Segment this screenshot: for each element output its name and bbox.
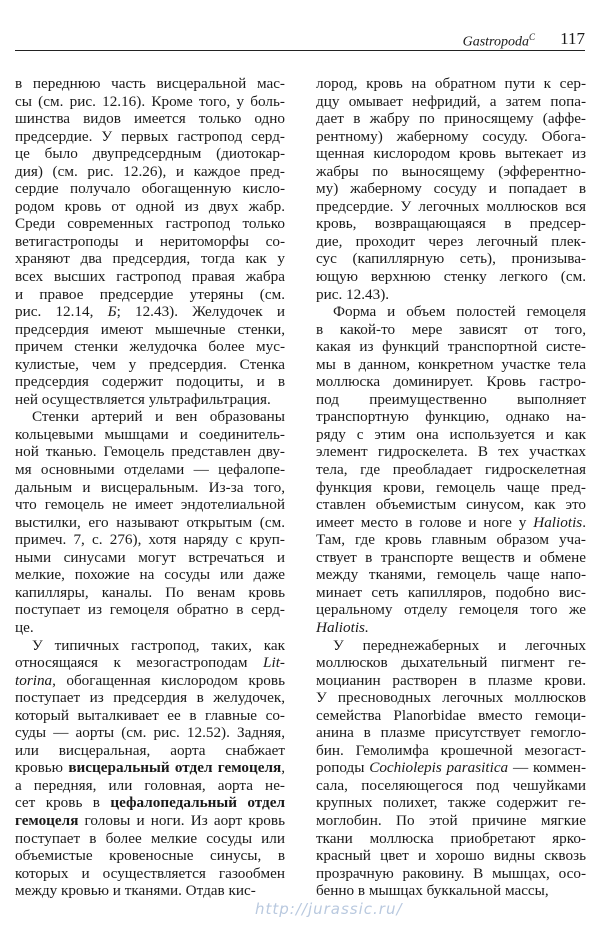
text-line <box>316 286 586 304</box>
text-line <box>316 479 586 497</box>
text-line <box>316 812 586 830</box>
text-segment: щенная кислородом кровь вытекает из <box>316 145 586 163</box>
text-segment: Форма и объем полостей гемоцеля <box>333 303 586 321</box>
text-line <box>15 163 285 181</box>
text-segment: которых и осуществляется газообмен <box>15 864 285 882</box>
text-segment: дает в жабру по приносящему (аффе- <box>316 110 586 128</box>
text-segment: что гемоцель не имеет эндотелиальной <box>15 496 285 514</box>
text-line <box>316 601 586 619</box>
text-line <box>316 672 586 690</box>
text-segment: ветигастроподы и неритоморфы со- <box>15 232 285 250</box>
paragraph <box>316 303 586 636</box>
text-segment: це. <box>15 618 34 636</box>
text-line <box>15 882 285 900</box>
italic-text: Cochiolepis parasitica <box>369 759 509 777</box>
text-segment: прозрачную раковину. В мышцах, осо- <box>316 864 586 882</box>
text-line <box>316 637 586 655</box>
text-line <box>15 759 285 777</box>
text-segment: моллюсков дыхательный пигмент ге- <box>316 654 586 672</box>
text-segment: шинства видов имеется только одно <box>15 110 285 128</box>
text-line <box>15 514 285 532</box>
text-line <box>15 93 285 111</box>
text-line <box>316 794 586 812</box>
text-segment: кровью <box>15 759 69 777</box>
text-line <box>316 145 586 163</box>
text-line <box>316 654 586 672</box>
running-title-superscript: C <box>528 32 535 42</box>
text-segment: поступает из гемоцеля обратно в серд- <box>15 601 285 619</box>
text-line <box>316 496 586 514</box>
text-segment: капилляры, каналы. По венам кровь <box>15 583 285 601</box>
watermark: http://jurassic.ru/ <box>255 900 403 918</box>
text-segment: транспортную функцию, однако на- <box>316 408 586 426</box>
text-line <box>316 689 586 707</box>
text-line <box>15 619 285 637</box>
text-line <box>316 584 586 602</box>
text-line <box>15 198 285 216</box>
text-segment: тела, где преобладает гидроскелетная <box>316 461 586 479</box>
text-segment: ствует в транспорте веществ и обмене <box>316 548 586 566</box>
italic-text: Б <box>107 303 117 321</box>
text-segment: предсердия имеют мышечные стенки, <box>15 320 285 338</box>
text-line <box>15 110 285 128</box>
bold-text: висцеральный отдел гемоцеля <box>68 759 282 777</box>
text-line <box>316 847 586 865</box>
text-segment: роподы <box>316 759 370 777</box>
text-segment: му) жаберному сосуду и попадает в <box>316 180 586 198</box>
text-segment: сет кровь в <box>15 794 111 812</box>
text-line <box>15 865 285 883</box>
text-segment: ней осуществляется ультрафильтрация. <box>15 390 271 408</box>
text-line <box>15 689 285 707</box>
text-line <box>15 549 285 567</box>
text-segment: сы (см. рис. 12.16). Кроме того, у боль- <box>15 92 285 110</box>
text-line <box>316 742 586 760</box>
text-line <box>15 812 285 830</box>
running-title-text: Gastropoda <box>462 34 529 50</box>
text-line <box>316 303 586 321</box>
text-segment: головы и ноги. Из аорт кровь <box>78 811 285 829</box>
text-line <box>15 707 285 725</box>
text-line <box>15 601 285 619</box>
text-segment: ной тканью. Гемоцель представлен дву- <box>15 443 285 461</box>
text-segment: а передняя, или головная, аорта не- <box>15 776 285 794</box>
text-line <box>316 759 586 777</box>
right-column <box>316 75 586 900</box>
text-segment: дцу омывает нефридий, а затем попа- <box>316 92 586 110</box>
text-segment: предсердие. У первых гастропод серд- <box>15 127 285 145</box>
text-segment: храняют два предсердия, тогда как у <box>15 250 285 268</box>
text-segment: ными синусами могут встречаться и <box>15 548 285 566</box>
text-segment: кольцевыми мышцами и соединитель- <box>15 425 285 443</box>
text-segment: семейства Planorbidae вместо гемоци- <box>316 706 586 724</box>
text-line <box>316 93 586 111</box>
text-line <box>316 233 586 251</box>
text-line <box>15 145 285 163</box>
text-segment: моцианин растворен в плазме крови. <box>316 671 586 689</box>
text-segment: кулистые, чем у предсердия. Стенка <box>15 355 285 373</box>
text-line <box>316 777 586 795</box>
text-segment: всех высших гастропод правая жабра <box>15 268 285 286</box>
text-segment: под преимущественно выполняет <box>316 390 586 408</box>
text-segment: или висцеральная, аорта снабжает <box>15 741 285 759</box>
text-line <box>316 338 586 356</box>
text-line <box>15 777 285 795</box>
text-line <box>15 426 285 444</box>
text-segment: ; 12.43). Желудочек и <box>116 303 285 321</box>
paragraph <box>316 637 586 900</box>
text-segment: красный цвет и хорошо видны сквозь <box>316 847 586 865</box>
text-segment: предсердие. У легочных моллюсков вся <box>316 197 586 215</box>
text-line <box>316 373 586 391</box>
text-line <box>316 531 586 549</box>
text-segment: крупных полихет, также содержит ге- <box>316 794 586 812</box>
text-segment: между кровью и тканями. Отдав кис- <box>15 882 256 900</box>
text-line <box>15 566 285 584</box>
text-line <box>15 724 285 742</box>
text-line <box>15 531 285 549</box>
text-line <box>15 672 285 690</box>
text-line <box>15 250 285 268</box>
text-segment: У типичных гастропод, таких, как <box>32 636 285 654</box>
text-line <box>316 198 586 216</box>
text-line <box>15 180 285 198</box>
text-segment: примеч. 7, с. 276), хотя наряду с круп- <box>15 531 285 549</box>
text-segment: сус (капиллярную сеть), пронизыва- <box>316 250 586 268</box>
text-segment: бин. Гемолимфа крошечной мезогаст- <box>316 741 586 759</box>
text-line <box>316 549 586 567</box>
italic-text: torina <box>15 671 53 689</box>
text-line <box>15 128 285 146</box>
text-segment: кровь, возвращающаяся в предсер- <box>316 215 586 233</box>
text-segment: мы в данном, конкретном участке тела <box>316 355 586 373</box>
text-line <box>15 75 285 93</box>
text-line <box>316 443 586 461</box>
text-line <box>316 163 586 181</box>
bold-text: гемоцеля <box>15 811 79 829</box>
text-segment: элемент гидроскелета. В тех участках <box>316 443 586 461</box>
text-segment: рентному) жаберному сосуду. Обога- <box>316 127 586 145</box>
text-segment: дие, проходит через легочный плек- <box>316 232 586 250</box>
text-segment: Стенки артерий и вен образованы <box>32 408 285 426</box>
text-segment: выстилки, его называют открытым (см. <box>15 513 285 531</box>
text-line <box>316 619 586 637</box>
text-line <box>15 847 285 865</box>
text-segment: между тканями, гемоцель чаще напо- <box>316 566 586 584</box>
text-line <box>15 742 285 760</box>
text-segment: . <box>582 513 586 531</box>
text-line <box>15 496 285 514</box>
text-line <box>15 443 285 461</box>
text-line <box>15 338 285 356</box>
text-segment: относящаяся к мезогастроподам <box>15 654 264 672</box>
text-line <box>15 303 285 321</box>
text-line <box>15 321 285 339</box>
text-segment: це было двупредсердным (диотокар- <box>15 145 285 163</box>
text-segment: какая из функций транспортной систе- <box>316 338 586 356</box>
text-segment: , <box>281 759 285 777</box>
text-line <box>316 391 586 409</box>
paragraph <box>15 408 285 636</box>
paragraph <box>15 75 285 408</box>
text-segment: и правое предсердие утеряны (см. <box>15 285 285 303</box>
running-title <box>463 32 535 51</box>
text-line <box>316 566 586 584</box>
page-number: 117 <box>560 29 585 48</box>
text-segment: , обогащенная кислородом кровь <box>52 671 285 689</box>
text-line <box>316 882 586 900</box>
text-line <box>15 830 285 848</box>
text-segment: анина в плазме присутствует гемогло- <box>316 724 586 742</box>
text-line <box>316 356 586 374</box>
text-line <box>15 637 285 655</box>
text-segment: дия) (см. рис. 12.26), и каждое пред- <box>15 162 285 180</box>
text-segment: У переднежаберных и легочных <box>333 636 586 654</box>
text-line <box>316 707 586 725</box>
text-line <box>15 233 285 251</box>
text-line <box>15 794 285 812</box>
text-segment: Среди современных гастропод только <box>15 215 285 233</box>
text-segment: ставлен объемистым синусом, как это <box>316 496 586 514</box>
text-line <box>316 215 586 233</box>
text-segment: — коммен- <box>508 759 586 777</box>
text-line <box>15 461 285 479</box>
text-segment: минает сеть капилляров, подобно вис- <box>316 583 586 601</box>
text-line <box>15 356 285 374</box>
italic-text: Lit- <box>263 654 285 672</box>
text-line <box>15 373 285 391</box>
text-segment: ющую верхнюю стенку легкого (см. <box>316 268 586 286</box>
text-segment: У пресноводных легочных моллюсков <box>316 689 586 707</box>
text-line <box>15 286 285 304</box>
text-segment: жабры по выносящему (эфферентно- <box>316 162 586 180</box>
text-segment: сердие получало обогащенную кисло- <box>15 180 285 198</box>
paragraph <box>316 75 586 303</box>
text-line <box>316 180 586 198</box>
text-segment: который выталкивает ее в главные со- <box>15 706 285 724</box>
text-segment: моглобин. По этой причине мягкие <box>316 811 586 829</box>
text-segment: предсердия содержит подоциты, и в <box>15 373 285 391</box>
text-segment: бенно в мышцах буккальной массы, <box>316 882 549 900</box>
text-segment: рис. 12.14, <box>15 303 108 321</box>
text-segment: в какой-то мере зависят от того, <box>316 320 586 338</box>
text-segment: функция крови, гемоцель чаще пред- <box>316 478 586 496</box>
text-segment: церальному отделу гемоцеля того же <box>316 601 586 619</box>
text-line <box>316 830 586 848</box>
paragraph <box>15 637 285 900</box>
text-segment: поступает из предсердия в желудочек, <box>15 689 285 707</box>
text-segment: мя основными отделами — цефалопе- <box>15 461 285 479</box>
text-segment: Там, где кровь главным образом уча- <box>316 531 586 549</box>
italic-text: Haliotis. <box>316 618 369 636</box>
text-segment: родом кровь от одной из двух жабр. <box>15 197 285 215</box>
text-line <box>316 426 586 444</box>
text-line <box>15 408 285 426</box>
text-line <box>316 865 586 883</box>
text-line <box>316 250 586 268</box>
text-segment: поступает в более мелкие сосуды или <box>15 829 285 847</box>
bold-text: цефалопедальный отдел <box>110 794 285 812</box>
italic-text: Haliotis <box>533 513 583 531</box>
text-segment: моллюска доминирует. Кровь гастро- <box>316 373 586 391</box>
text-segment: суды — аорты (см. рис. 12.52). Задняя, <box>15 724 285 742</box>
text-segment: ткани моллюска приобретают ярко- <box>316 829 586 847</box>
text-segment: ряду с этим она используется и как <box>316 425 586 443</box>
text-line <box>316 110 586 128</box>
left-column <box>15 75 285 900</box>
text-line <box>316 514 586 532</box>
text-segment: лород, кровь на обратном пути к сер- <box>316 75 586 92</box>
text-line <box>15 654 285 672</box>
text-segment: в переднюю часть висцеральной мас- <box>15 75 285 92</box>
text-line <box>316 724 586 742</box>
text-line <box>15 215 285 233</box>
text-segment: рис. 12.43). <box>316 285 390 303</box>
text-segment: сала, поселяющегося под чешуйками <box>316 776 586 794</box>
text-line <box>316 408 586 426</box>
text-segment: дальным и висцеральным. Из-за того, <box>15 478 285 496</box>
text-line <box>316 128 586 146</box>
page-header <box>15 28 585 51</box>
text-segment: мелкие, похожие на сосуды или даже <box>15 566 285 584</box>
text-line <box>15 268 285 286</box>
text-line <box>15 479 285 497</box>
text-line <box>316 461 586 479</box>
text-line <box>316 321 586 339</box>
text-segment: причем стенки желудочка более мус- <box>15 338 285 356</box>
text-line <box>316 268 586 286</box>
text-line <box>316 75 586 93</box>
text-segment: имеет место в голове и ноге у <box>316 513 534 531</box>
text-segment: объемистые кровеносные синусы, в <box>15 847 285 865</box>
text-line <box>15 391 285 409</box>
text-line <box>15 584 285 602</box>
